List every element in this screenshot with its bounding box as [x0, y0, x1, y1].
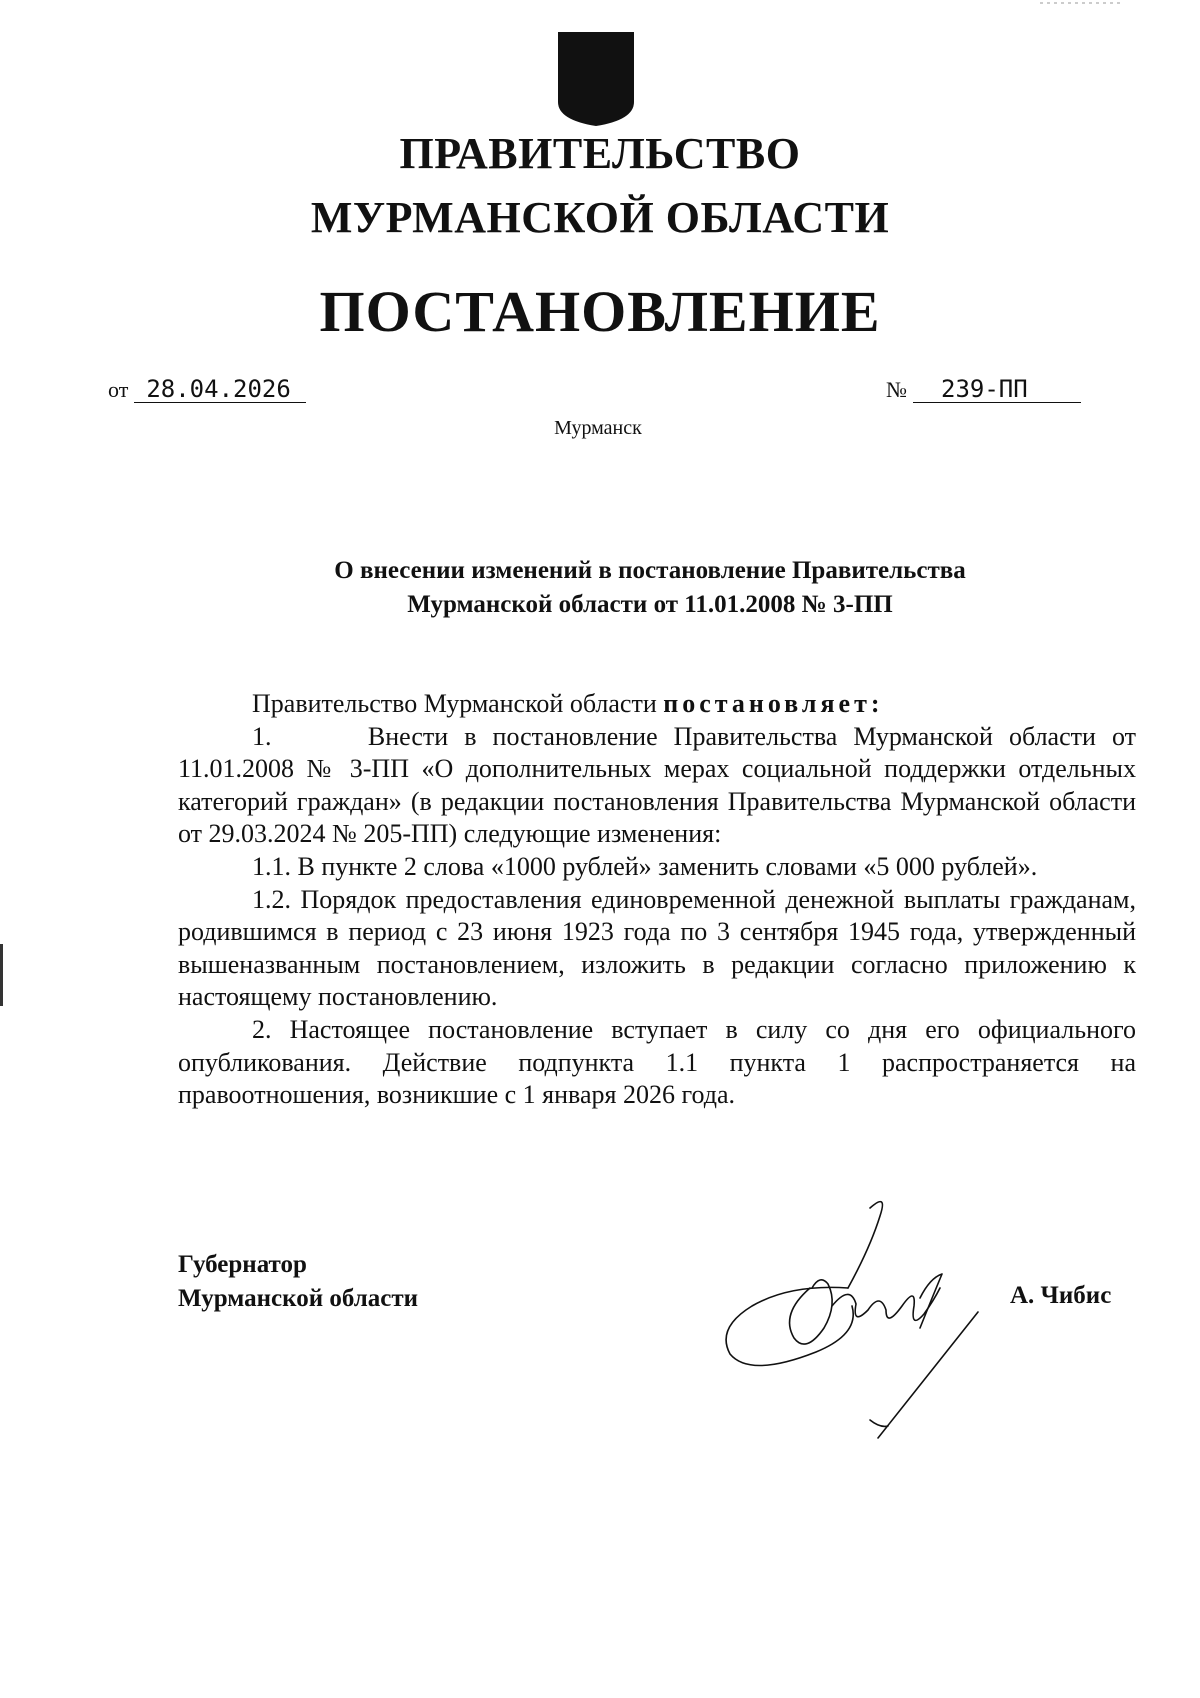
intro-action: постановляет: [663, 689, 884, 718]
scan-edge-mark [0, 944, 3, 1006]
paragraph-1-2: 1.2. Порядок предоставления единовременной денежной выплаты гражданам, родившимся в период с 23 июня 1923 года по 3 сентября 1945 года, утвержденный вышеназванным постановлением, изложить в редакции согласно приложению к настоящему постановлению. [178, 884, 1136, 1012]
paragraph-1: 1. Внести в постановление Правительства Мурманской области от 11.01.2008 № 3-ПП «О дополнительных мерах социальной поддержки отдельных категорий граждан» (в редакции постановления Правительства Мурманской области от 29.03.2024 № 205-ПП) следующие изменения: [178, 721, 1136, 849]
subject-line2: Мурманской области от 11.01.2008 № 3-ПП [407, 591, 893, 618]
document-city: Мурманск [554, 417, 642, 439]
subject-line1: О внесении изменений в постановление Правительства [334, 557, 966, 584]
paragraph-1-1: 1.1. В пункте 2 слова «1000 рублей» заменить словами «5 000 рублей». [252, 851, 1038, 881]
document-subject [200, 554, 1100, 622]
scan-corner-mark [1040, 2, 1124, 4]
signatory-position [178, 1248, 418, 1316]
paragraph-2: 2. Настоящее постановление вступает в силу со дня его официального опубликования. Действие подпункта 1.1 пункта 1 распространяется на правоотношения, возникшие с 1 января 2026 года. [178, 1014, 1136, 1110]
date-label: от [108, 377, 129, 402]
document-date: 28.04.2026 [134, 376, 306, 403]
number-label: № [886, 377, 907, 402]
document-number-row [886, 376, 1081, 403]
document-date-row [108, 376, 306, 403]
document-number: 239-ПП [913, 376, 1081, 403]
coat-of-arms-shield-icon [556, 30, 636, 128]
document-type-title: ПОСТАНОВЛЕНИЕ [319, 279, 881, 344]
position-line1: Губернатор [178, 1251, 307, 1278]
signatory-name: А. Чибис [1010, 1282, 1112, 1309]
position-line2: Мурманской области [178, 1285, 419, 1312]
government-title-line2: МУРМАНСКОЙ ОБЛАСТИ [310, 193, 890, 242]
handwritten-signature-icon [720, 1188, 1020, 1448]
intro-paragraph [178, 688, 1136, 721]
document-body [178, 688, 1136, 1112]
intro-text: Правительство Мурманской области [252, 689, 664, 718]
government-title-line1: ПРАВИТЕЛЬСТВО [399, 129, 801, 178]
